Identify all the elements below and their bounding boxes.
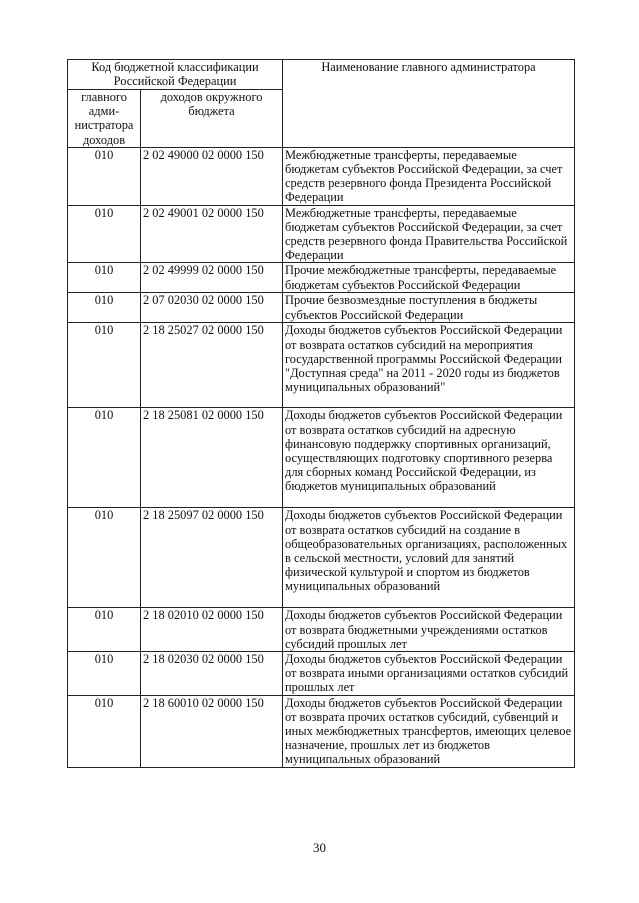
- revenue-code-cell: 2 18 25027 02 0000 150: [141, 323, 283, 408]
- revenue-name-cell: Доходы бюджетов субъектов Российской Федерации от возврата прочих остатков субсидий, субвенций и иных межбюджетных трансфертов, имеющих целевое назначение, прошлых лет из бюджетов муниципальных образований: [283, 695, 575, 767]
- table-row: [68, 508, 575, 608]
- revenue-code-cell: 2 02 49000 02 0000 150: [141, 147, 283, 205]
- revenue-code-cell: 2 18 25081 02 0000 150: [141, 408, 283, 508]
- admin-code-cell: 010: [68, 608, 141, 652]
- revenue-code-cell: 2 02 49001 02 0000 150: [141, 205, 283, 263]
- revenue-code-cell: 2 07 02030 02 0000 150: [141, 293, 283, 323]
- table-row: [68, 695, 575, 767]
- table-row: [68, 608, 575, 652]
- revenue-code-cell: 2 18 60010 02 0000 150: [141, 695, 283, 767]
- table-row: [68, 293, 575, 323]
- admin-code-cell: 010: [68, 293, 141, 323]
- revenue-name-cell: Доходы бюджетов субъектов Российской Федерации от возврата остатков субсидий на адресную финансовую поддержку спортивных организаций, осуществляющих подготовку спортивного резерва для сборных команд Российской Федерации, из бюджетов муниципальных образований: [283, 408, 575, 508]
- revenue-name-cell: Доходы бюджетов субъектов Российской Федерации от возврата остатков субсидий на мероприятия государственной программы Российской Федерации "Доступная среда" на 2011 - 2020 годы из бюджетов муниципальных образований": [283, 323, 575, 408]
- table-header: [68, 60, 575, 148]
- revenue-name-cell: Прочие межбюджетные трансферты, передаваемые бюджетам субъектов Российской Федерации: [283, 263, 575, 293]
- revenue-name-cell: Межбюджетные трансферты, передаваемые бюджетам субъектов Российской Федерации, за счет средств резервного фонда Правительства Российской Федерации: [283, 205, 575, 263]
- table-row: [68, 408, 575, 508]
- revenue-name-cell: Межбюджетные трансферты, передаваемые бюджетам субъектов Российской Федерации, за счет средств резервного фонда Президента Российской Федерации: [283, 147, 575, 205]
- admin-code-cell: 010: [68, 508, 141, 608]
- admin-code-cell: 010: [68, 652, 141, 696]
- revenue-name-cell: Доходы бюджетов субъектов Российской Федерации от возврата остатков субсидий на создание в общеобразовательных организациях, расположенных в сельской местности, условий для занятий физической культурой и спортом из бюджетов муниципальных образований: [283, 508, 575, 608]
- admin-code-cell: 010: [68, 147, 141, 205]
- admin-code-cell: 010: [68, 263, 141, 293]
- admin-code-cell: 010: [68, 695, 141, 767]
- revenue-name-cell: Доходы бюджетов субъектов Российской Федерации от возврата иными организациями остатков субсидий прошлых лет: [283, 652, 575, 696]
- table-row: [68, 205, 575, 263]
- page-number: 30: [313, 840, 326, 855]
- budget-revenue-code-header: доходов окружного бюджета: [141, 90, 283, 148]
- budget-classification-table: [67, 59, 575, 768]
- admin-code-cell: 010: [68, 408, 141, 508]
- table-row: [68, 263, 575, 293]
- administrator-name-header: Наименование главного администратора: [283, 60, 575, 148]
- revenue-code-cell: 2 18 25097 02 0000 150: [141, 508, 283, 608]
- revenue-code-cell: 2 18 02010 02 0000 150: [141, 608, 283, 652]
- table-row: [68, 323, 575, 408]
- revenue-code-cell: 2 18 02030 02 0000 150: [141, 652, 283, 696]
- revenue-name-cell: Прочие безвозмездные поступления в бюджеты субъектов Российской Федерации: [283, 293, 575, 323]
- admin-code-cell: 010: [68, 323, 141, 408]
- admin-code-cell: 010: [68, 205, 141, 263]
- revenue-code-cell: 2 02 49999 02 0000 150: [141, 263, 283, 293]
- revenue-name-cell: Доходы бюджетов субъектов Российской Федерации от возврата бюджетными учреждениями остатков субсидий прошлых лет: [283, 608, 575, 652]
- table-body: [68, 147, 575, 767]
- table-row: [68, 652, 575, 696]
- chief-administrator-header: главного адми-нистратора доходов: [68, 90, 141, 148]
- classification-code-header: Код бюджетной классификации Российской Федерации: [68, 60, 283, 90]
- table-row: [68, 147, 575, 205]
